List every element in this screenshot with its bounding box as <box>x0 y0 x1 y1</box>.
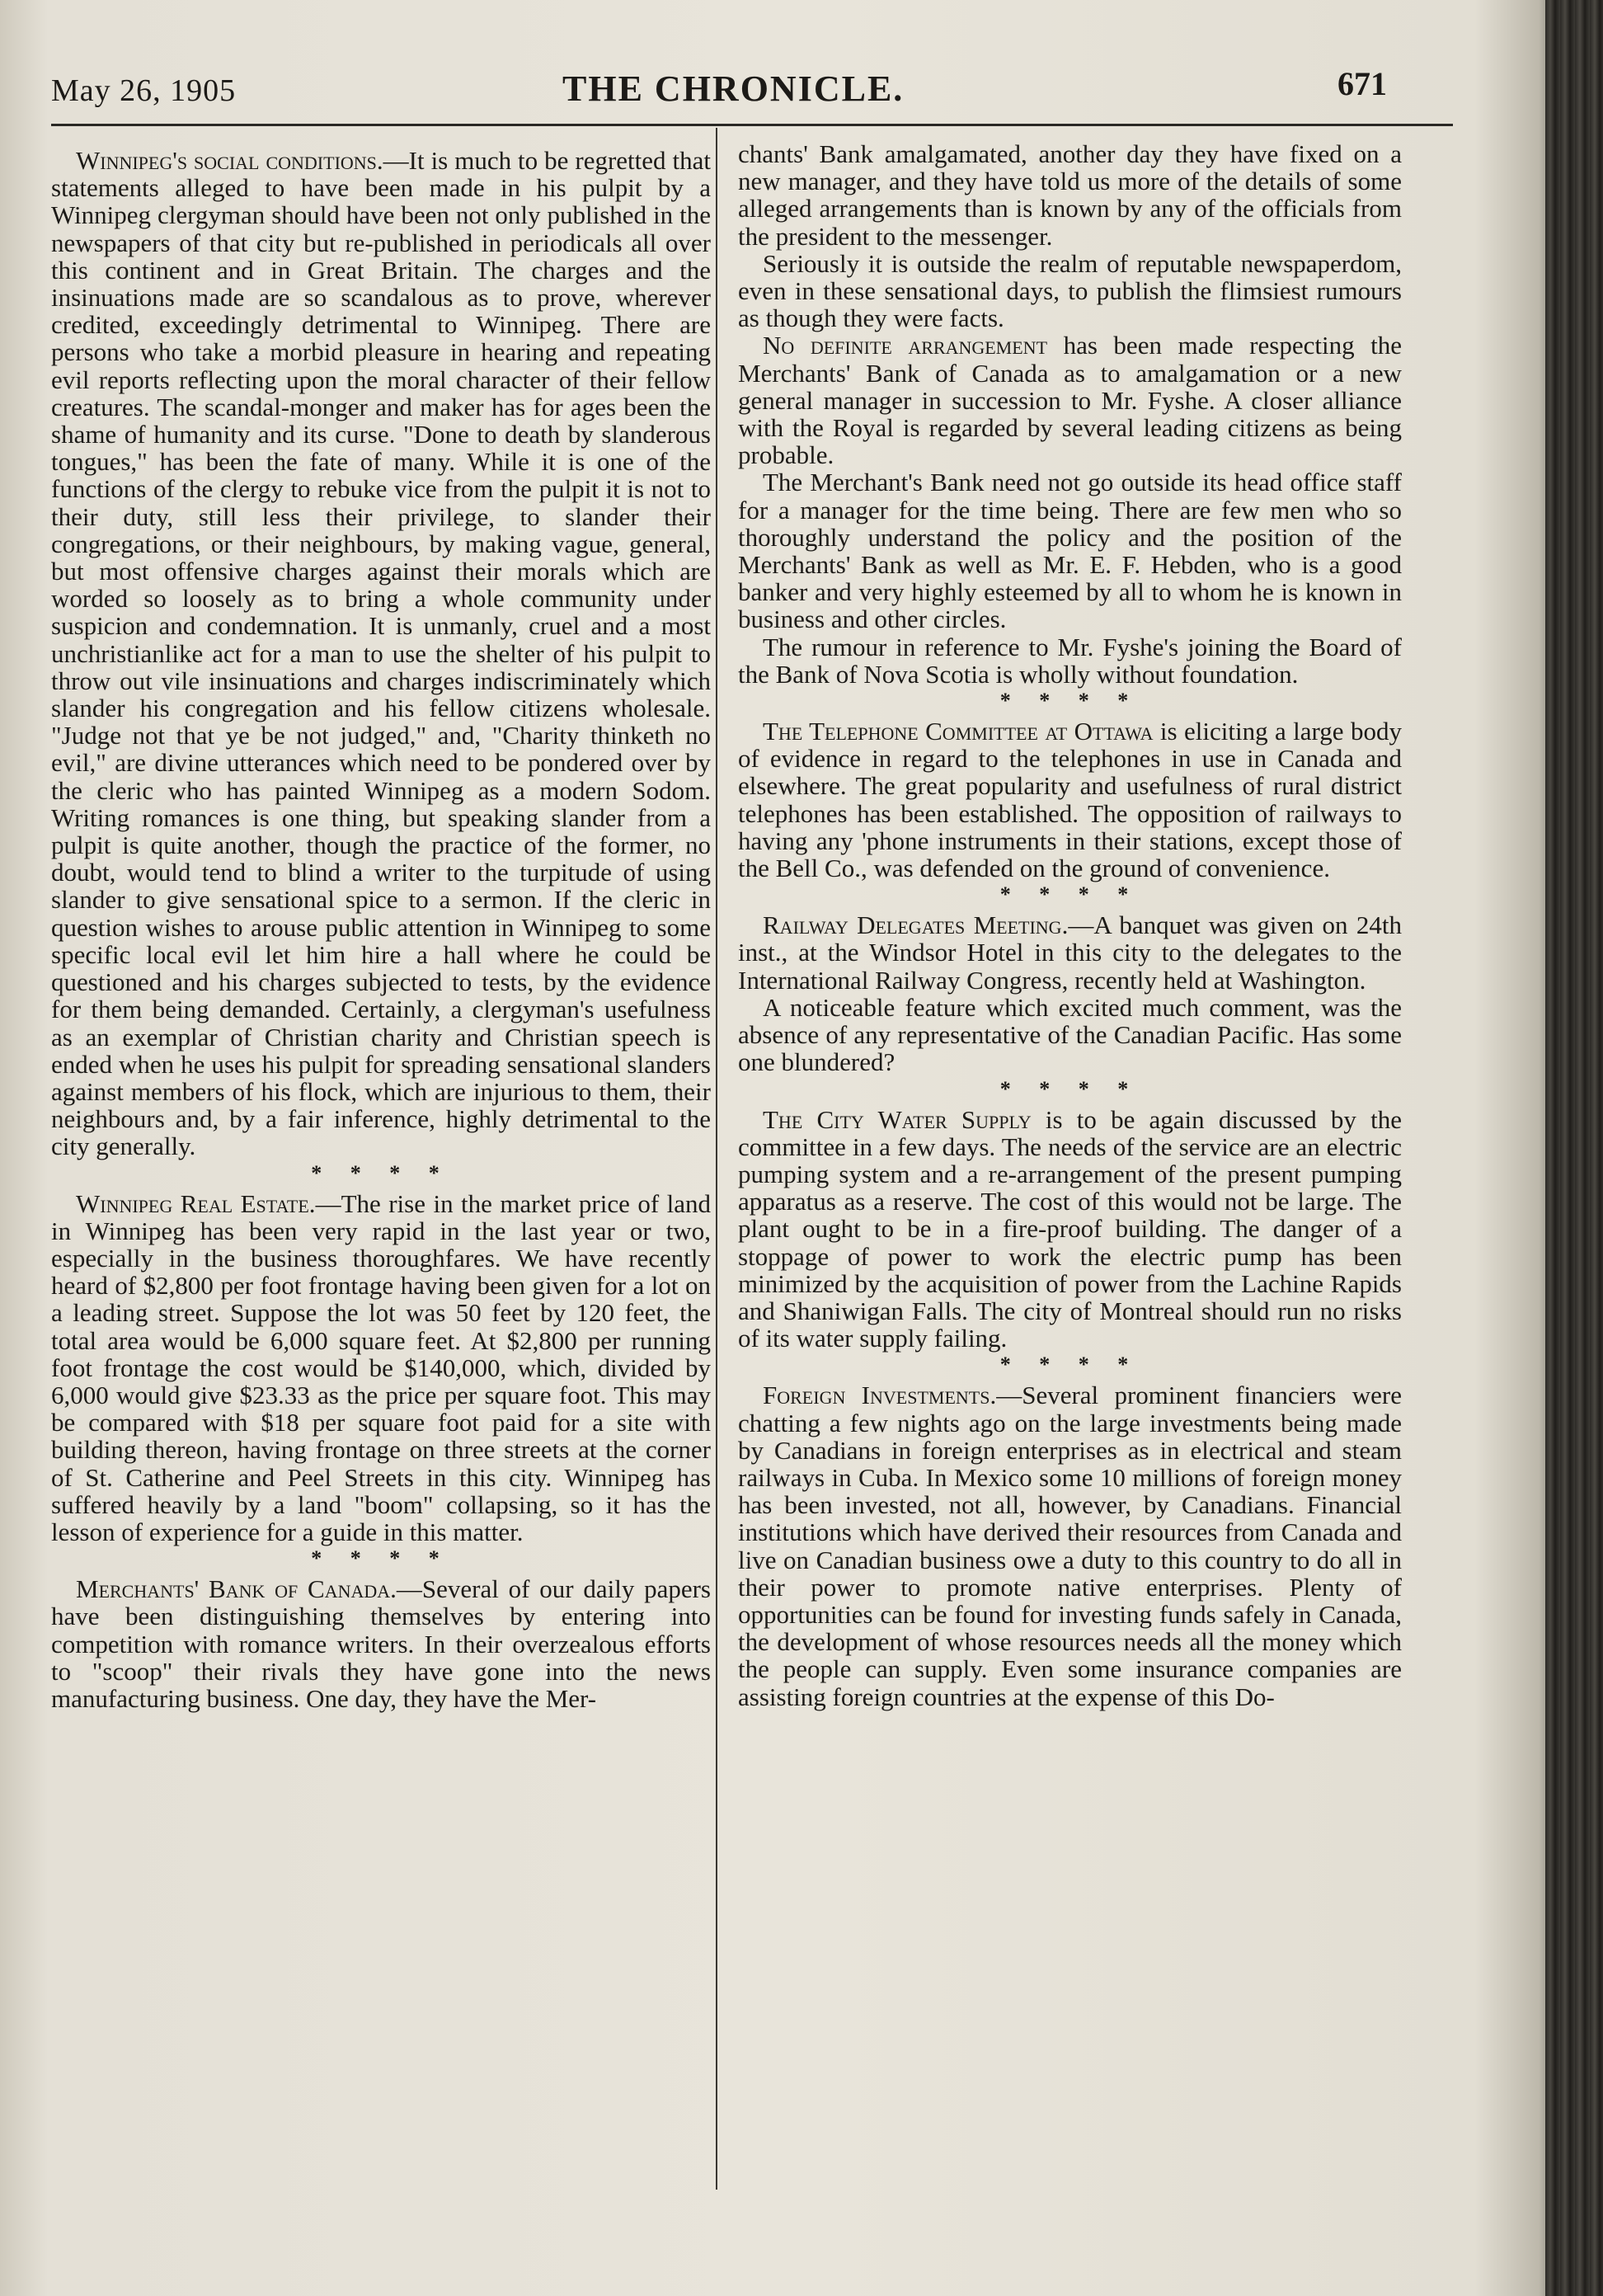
separator-stars: * * * * <box>999 1353 1140 1377</box>
body-no-definite: has been made respecting the Merchants' Bank of Canada as to amalgamation or a new general manager in succession to Mr. Fyshe. A closer alliance with the Royal is regarded by several leading citizens as being probable. <box>738 331 1402 470</box>
body-railway: —A banquet was given on 24th inst., at the Windsor Hotel in this city to the delegates to the International Railway Congress, recently held at Washington. <box>738 910 1402 995</box>
heading-winnipeg-real-estate: Winnipeg Real Estate. <box>76 1188 316 1218</box>
header-rule <box>51 124 1453 126</box>
merchants-bank-p3: The Merchant's Bank need not go outside its head office staff for a manager for the time being. There are few men who so thoroughly understand the policy and the position of the Merchants' Bank as well as Mr. E. F. Hebden, who is a good banker and very highly esteemed by all to whom he is known in business and other circles. <box>738 468 1402 634</box>
separator-stars: * * * * <box>311 1546 451 1571</box>
header-title: THE CHRONICLE. <box>562 68 905 109</box>
merchants-bank-p4: The rumour in reference to Mr. Fyshe's joining the Board of the Bank of Nova Scotia is wholly without foundation. <box>738 632 1402 689</box>
body-water: is to be again discussed by the committee in a few days. The needs of the service are an electric pumping system and a re-arrangement of the present pumping apparatus as a reserve. The cost of this would not be large. The plant ought to be in a fire-proof building. The danger of a stoppage of power to work the electric pump has been minimized by the acquisition of power from the Lachine Rapids and Shaniwigan Falls. The city of Montreal should run no risks of its water supply failing. <box>738 1104 1402 1353</box>
column-rule <box>716 128 717 2190</box>
article-railway <box>738 911 1402 994</box>
merchants-bank-continued: chants' Bank amalgamated, another day they have fixed on a new manager, and they have told us more of the details of some alleged arrangements than is known by any of the officials from the president to the messenger. <box>738 139 1402 251</box>
heading-no-definite: No definite arrangement <box>763 331 1048 360</box>
heading-railway: Railway Delegates Meeting. <box>763 910 1069 940</box>
article-winnipeg-social <box>51 147 711 1160</box>
separator-stars: * * * * <box>999 1076 1140 1101</box>
separator-stars: * * * * <box>311 1160 451 1185</box>
body-merchants-bank: —Several of our daily papers have been distinguishing themselves by entering into competition with romance writers. In their overzealous efforts to "scoop" their rivals they have gone into the news manufacturing business. One day, they have the Mer- <box>51 1574 711 1713</box>
header-date: May 26, 1905 <box>51 73 237 108</box>
left-column <box>51 147 711 1712</box>
heading-foreign: Foreign Investments. <box>763 1381 997 1410</box>
article-no-definite <box>738 332 1402 468</box>
merchants-bank-p2: Seriously it is outside the realm of reputable newspaperdom, even in these sensational days, to publish the flimsiest rumours as though they were facts. <box>738 248 1402 333</box>
article-winnipeg-real-estate <box>51 1190 711 1546</box>
article-telephone <box>738 718 1402 882</box>
article-foreign <box>738 1381 1402 1710</box>
header-page-number: 671 <box>1337 65 1387 102</box>
article-merchants-bank <box>51 1575 711 1712</box>
body-winnipeg-social: —It is much to be regretted that statements alleged to have been made in his pulpit by a Winnipeg clergyman should have been not only published in the newspapers of that city but re-published in periodicals all over this continent and in Great Britain. The charges and the insinuations made are so scandalous as to prove, wherever credited, exceedingly detrimental to Winnipeg. There are persons who take a morbid pleasure in hearing and repeating evil reports reflecting upon the moral character of their fellow creatures. The scandal-monger and maker has for ages been the shame of humanity and its curse. "Done to death by slanderous tongues," has been the fate of many. While it is one of the functions of the clergy to rebuke vice from the pulpit it is not to their duty, still less their privilege, to slander their congregations, or their neighbours, by making vague, general, but most offensive charges against their morals which are worded so loosely as to bring a whole community under suspicion and condemnation. It is unmanly, cruel and a most unchristianlike act for a man to use the shelter of his pulpit to throw out vile insinuations and charges indiscriminately which slander his congregation and his fellow citizens wholesale. "Judge not that ye be not judged," and, "Charity thinketh no evil," are divine utterances which need to be pondered over by the cleric who has painted Winnipeg as a modern Sodom. Writing romances is one thing, but speaking slander from a pulpit is quite another, though the practice of the former, no doubt, would tend to blind a writer to the turpitude of using slander to give sensational spice to a sermon. If the cleric in question wishes to arouse public attention in Winnipeg to some specific local evil let him hire a hall where he could be questioned and his charges subjected to tests, by the evidence for them being demanded. Certainly, a clergyman's usefulness as an exemplar of Christian charity and Christian speech is ended when he uses his pulpit for spreading sensational slanders against members of his flock, which are injurious to them, their neighbours and, by a fair inference, highly detrimental to the city generally. <box>51 146 711 1161</box>
right-column <box>738 140 1402 1710</box>
heading-telephone: The Telephone Committee at Ottawa <box>763 717 1154 746</box>
separator-stars: * * * * <box>999 882 1140 907</box>
heading-winnipeg-social: Winnipeg's social conditions. <box>76 146 383 175</box>
body-winnipeg-real-estate: —The rise in the market price of land in Winnipeg has been very rapid in the last year or two, especially in the business thoroughfares. We have recently heard of $2,800 per foot frontage having been given for a lot on a leading street. Suppose the lot was 50 feet by 120 feet, the total area would be 6,000 square feet. At $2,800 per running foot frontage the cost would be $140,000, which, divided by 6,000 would give $23.33 as the price per square foot. This may be compared with $18 per square foot paid for a site with building thereon, having frontage on three streets at the corner of St. Catherine and Peel Streets in this city. Winnipeg has suffered heavily by a land "boom" collapsing, so it has the lesson of experience for a guide in this matter. <box>51 1188 711 1546</box>
railway-p2: A noticeable feature which excited much comment, was the absence of any representative of the Canadian Pacific. Has some one blundered? <box>738 992 1402 1077</box>
body-telephone: is eliciting a large body of evidence in regard to the telephones in use in Canada and elsewhere. The great popularity and usefulness of rural district telephones has been established. The opposition of railways to having any 'phone instruments in their stations, except those of the Bell Co., was defended on the ground of convenience. <box>738 717 1402 883</box>
heading-water: The City Water Supply <box>763 1104 1032 1134</box>
body-foreign: —Several prominent financiers were chatting a few nights ago on the large investments being made by Canadians in foreign enterprises as in electrical and steam railways in Cuba. In Mexico some 10 millions of foreign money has been invested, not all, however, by Canadians. Financial institutions which have derived their resources from Canada and live on Canadian business owe a duty to this country to do all in their power to promote native enterprises. Plenty of opportunities can be found for investing funds safely in Canada, the development of whose resources needs all the money which the people can supply. Even some insurance companies are assisting foreign countries at the expense of this Do- <box>738 1381 1402 1711</box>
article-water <box>738 1106 1402 1353</box>
page-header <box>51 64 1453 122</box>
page-binding <box>1545 0 1603 2296</box>
heading-merchants-bank: Merchants' Bank of Canada. <box>76 1574 397 1604</box>
separator-stars: * * * * <box>999 689 1140 713</box>
